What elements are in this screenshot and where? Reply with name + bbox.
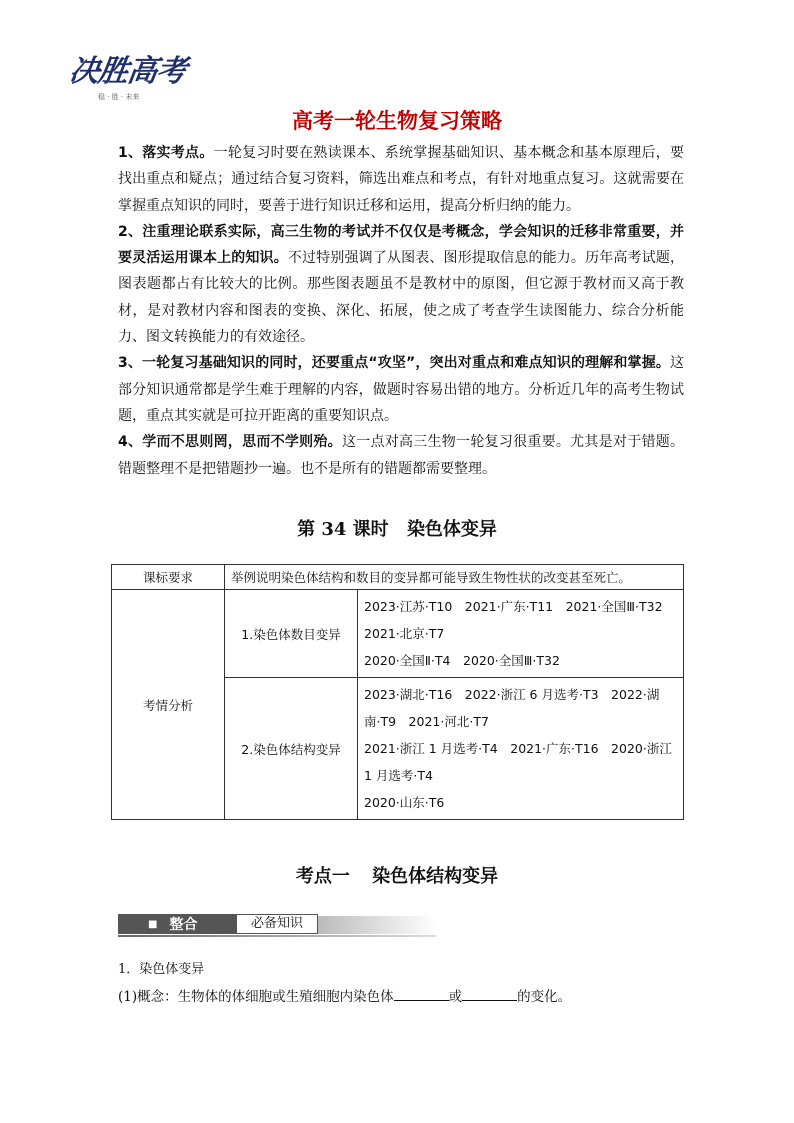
banner-fade bbox=[318, 916, 436, 934]
strategy-item bbox=[118, 219, 684, 350]
req-text-cell: 举例说明染色体结构和数目的变异都可能导致生物性状的改变甚至死亡。 bbox=[225, 565, 684, 590]
concept-line bbox=[118, 985, 571, 1005]
table-row bbox=[112, 565, 684, 590]
exam-ref-line: 2021·北京·T7 bbox=[364, 626, 445, 641]
exam-ref-line: 2020·全国Ⅱ·T4 2020·全国Ⅲ·T32 bbox=[364, 653, 560, 668]
analysis-label-cell: 考情分析 bbox=[112, 590, 225, 820]
exam-ref-line: 南·T9 2021·河北·T7 bbox=[364, 714, 489, 729]
banner-underline bbox=[118, 935, 436, 937]
req-label-cell: 课标要求 bbox=[112, 565, 225, 590]
exam-ref-line: 2021·浙江 1 月选考·T4 2021·广东·T16 2020·浙江 bbox=[364, 741, 672, 756]
lesson-number: 第 34 课时 bbox=[297, 519, 389, 540]
banner-dark bbox=[118, 914, 236, 934]
banner-light-label: 必备知识 bbox=[236, 914, 318, 934]
strategy-item-text: 这部分知识通常都是学生难于理解的内容，做题时容易出错的地方。分析近几年的高考生物试题，重点其实就是可拉开距离的重要知识点。 bbox=[118, 355, 684, 424]
strategy-item-bold: 4、学而不思则罔，思而不学则殆。 bbox=[118, 434, 342, 451]
exam-ref-line: 2023·湖北·T16 2022·浙江 6 月选考·T3 2022·湖 bbox=[364, 687, 660, 702]
exam-ref-line: 1 月选考·T4 bbox=[364, 768, 433, 783]
section-title bbox=[0, 862, 794, 888]
strategy-item-bold: 2、注重理论联系实际，高三生物的考试并不仅仅是考概念，学会知识的迁移非常重要，并要灵活运用课本上的知识。 bbox=[118, 223, 684, 267]
curriculum-table bbox=[111, 564, 684, 820]
strategy-item bbox=[118, 140, 684, 219]
fill-blank[interactable] bbox=[462, 987, 517, 1001]
section-number: 考点一 bbox=[295, 866, 350, 887]
logo-subtitle: 稳 · 胜 · 未来 bbox=[98, 93, 140, 101]
body-heading: 1．染色体变异 bbox=[118, 962, 205, 977]
topic-cell: 1.染色体数目变异 bbox=[225, 590, 358, 678]
logo-text: 决胜高考 bbox=[67, 54, 188, 89]
concept-mid: 或 bbox=[448, 989, 463, 1005]
banner-dark-label: 整合 bbox=[169, 917, 198, 933]
strategy-item-text: 这一点对高三生物一轮复习很重要。尤其是对于错题。错题整理不是把错题抄一遍。也不是所有的错题都需要整理。 bbox=[118, 434, 684, 477]
strategy-item-text: 一轮复习时要在熟读课本、系统掌握基础知识、基本概念和基本原理后，要找出重点和疑点；通过结合复习资料，筛选出难点和考点，有针对地重点复习。这就需要在掌握重点知识的同时，要善于进行知识迁移和运用，提高分析归纳的能力。 bbox=[118, 145, 685, 214]
exam-ref-line: 2020·山东·T6 bbox=[364, 795, 445, 810]
strategy-list bbox=[118, 140, 684, 482]
concept-suffix: 的变化。 bbox=[517, 989, 572, 1005]
lesson-name: 染色体变异 bbox=[406, 519, 497, 540]
lesson-title bbox=[0, 515, 794, 541]
concept-prefix: (1)概念：生物体的体细胞或生殖细胞内染色体 bbox=[118, 989, 394, 1005]
strategy-item bbox=[118, 350, 684, 429]
fill-blank[interactable] bbox=[394, 987, 449, 1001]
document-title: 高考一轮生物复习策略 bbox=[292, 109, 502, 133]
exam-refs-cell bbox=[358, 678, 684, 820]
strategy-item-bold: 1、落实考点。 bbox=[118, 145, 214, 161]
square-icon: ■ bbox=[148, 918, 158, 930]
strategy-item-bold: 3、一轮复习基础知识的同时，还要重点“攻坚”，突出对重点和难点知识的理解和掌握。 bbox=[118, 355, 670, 372]
topic-cell: 2.染色体结构变异 bbox=[225, 678, 358, 820]
strategy-item-text: 不过特别强调了从图表、图形提取信息的能力。历年高考试题，图表题都占有比较大的比例。那些图表题虽不是教材中的原图，但它源于教材而又高于教材，是对教材内容和图表的变换、深化、拓展，使之成了考查学生读图能力、综合分析能力、图文转换能力的有效途径。 bbox=[118, 250, 685, 346]
section-banner bbox=[118, 914, 436, 936]
table-row bbox=[112, 590, 684, 678]
strategy-item bbox=[118, 429, 684, 482]
exam-refs-cell bbox=[358, 590, 684, 678]
exam-ref-line: 2023·江苏·T10 2021·广东·T11 2021·全国Ⅲ·T32 bbox=[364, 599, 663, 614]
section-name: 染色体结构变异 bbox=[372, 866, 499, 887]
